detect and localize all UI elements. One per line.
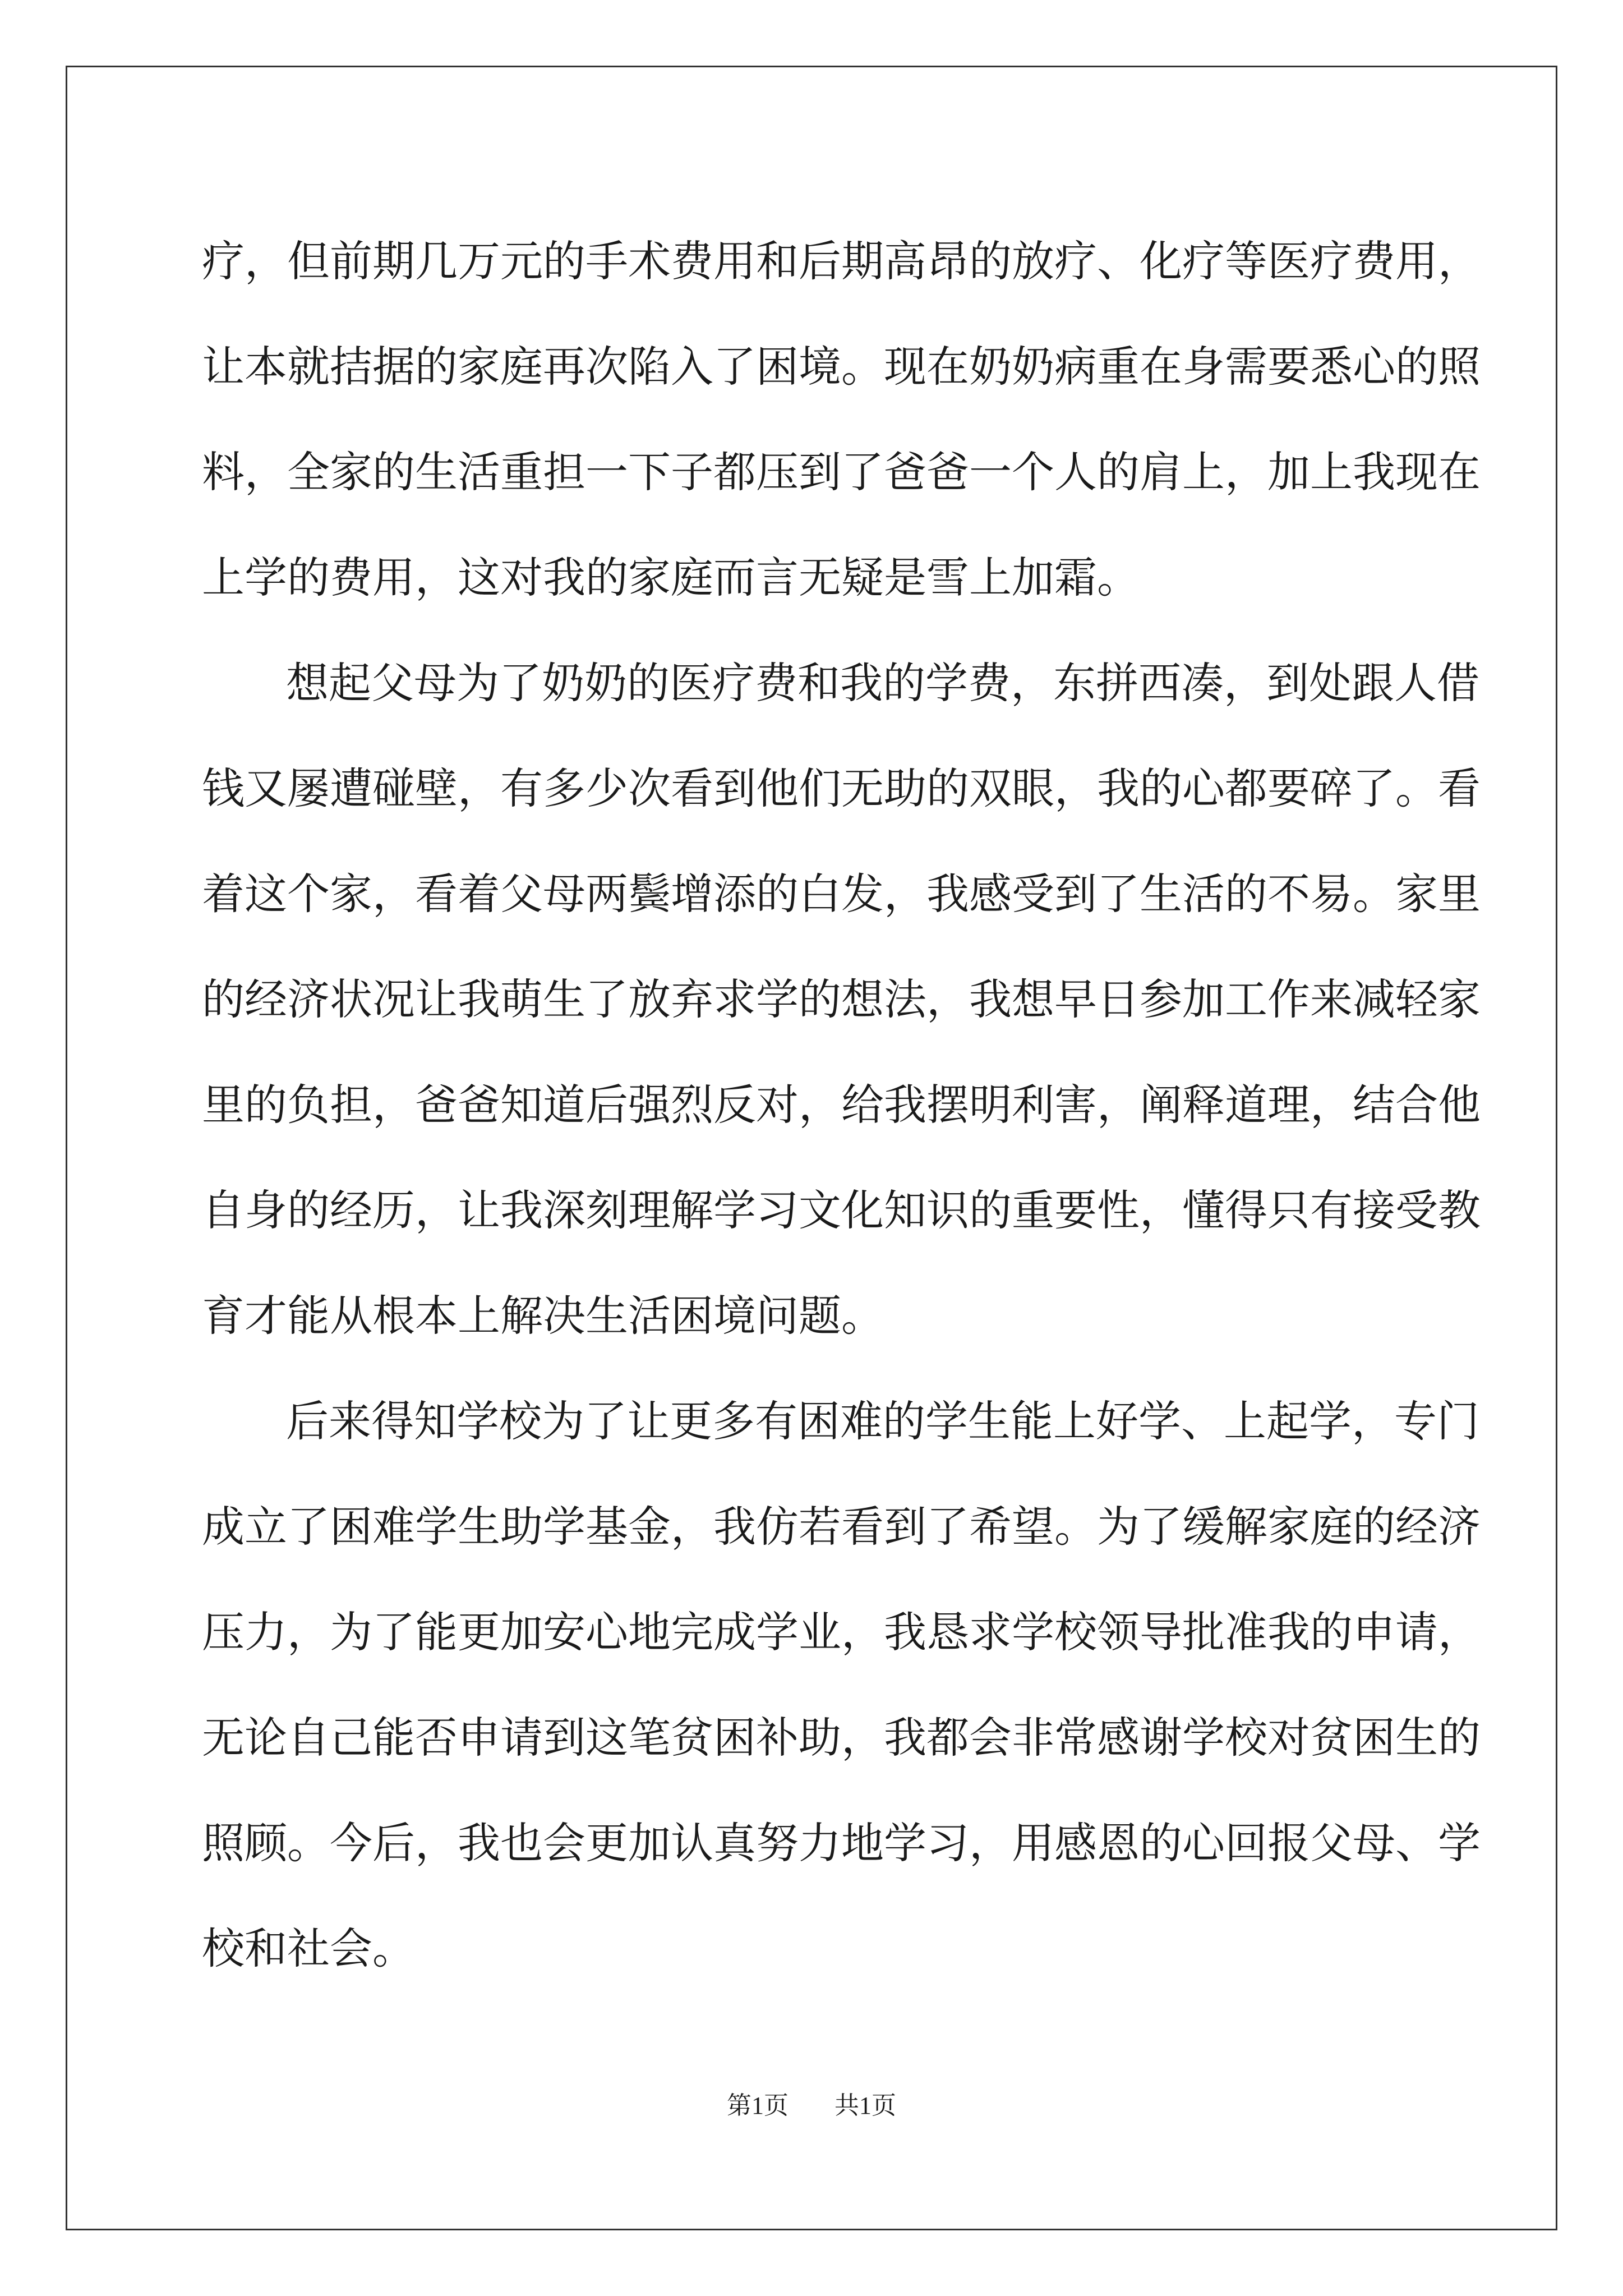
page-footer <box>0 2089 1623 2123</box>
paragraph-line: 育才能从根本上解决生活困境问题。 <box>202 1291 884 1341</box>
paragraph-line: 上学的费用，这对我的家庭而言无疑是雪上加霜。 <box>202 553 1140 602</box>
page-number: 第1页 <box>727 2092 789 2119</box>
document-body <box>202 209 1481 2001</box>
paragraph-line: 自身的经历，让我深刻理解学习文化知识的重要性，懂得只有接受教 <box>202 1185 1481 1235</box>
paragraph-line: 让本就拮据的家庭再次陷入了困境。现在奶奶病重在身需要悉心的照 <box>202 342 1481 392</box>
paragraph-line: 无论自己能否申请到这笔贫困补助，我都会非常感谢学校对贫困生的 <box>202 1713 1481 1763</box>
paragraph-line: 照顾。今后，我也会更加认真努力地学习，用感恩的心回报父母、学 <box>202 1818 1481 1868</box>
paragraph-line: 钱又屡遭碰壁，有多少次看到他们无助的双眼，我的心都要碎了。看 <box>202 763 1481 813</box>
paragraph-line: 想起父母为了奶奶的医疗费和我的学费，东拼西凑，到处跟人借 <box>286 658 1479 708</box>
paragraph-line: 的经济状况让我萌生了放弃求学的想法，我想早日参加工作来减轻家 <box>202 974 1481 1024</box>
paragraph-line: 后来得知学校为了让更多有困难的学生能上好学、上起学，专门 <box>286 1396 1479 1446</box>
paragraph-line: 压力，为了能更加安心地完成学业，我恳求学校领导批准我的申请， <box>202 1607 1481 1657</box>
paragraph-line: 成立了困难学生助学基金，我仿若看到了希望。为了缓解家庭的经济 <box>202 1502 1481 1552</box>
paragraph-line: 里的负担，爸爸知道后强烈反对，给我摆明利害，阐释道理，结合他 <box>202 1080 1481 1130</box>
paragraph-line: 疗，但前期几万元的手术费用和后期高昂的放疗、化疗等医疗费用， <box>202 236 1481 286</box>
paragraph-line: 校和社会。 <box>202 1924 415 1973</box>
paragraph-line: 着这个家，看着父母两鬓增添的白发，我感受到了生活的不易。家里 <box>202 869 1481 919</box>
paragraph-line: 料，全家的生活重担一下子都压到了爸爸一个人的肩上，加上我现在 <box>202 447 1481 497</box>
page-total: 共1页 <box>834 2092 896 2119</box>
